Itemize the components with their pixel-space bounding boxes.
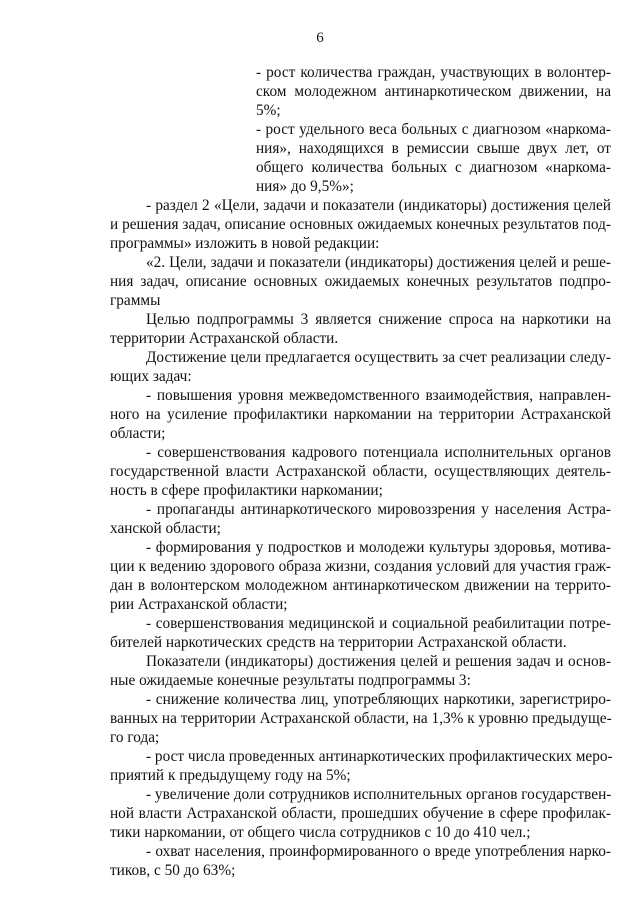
text-line: программы» изложить в новой редакции: <box>110 235 380 252</box>
text-line: ции к ведению здорового образа жизни, создания условий для участия граж- <box>110 558 611 575</box>
text-line: - совершенствования медицинской и социальной реабилитации потре- <box>146 615 611 632</box>
text-line: территории Астраханской области. <box>110 330 339 347</box>
text-line: - совершенствования кадрового потенциала исполнительных органов <box>146 444 611 461</box>
text-line: дан в волонтерском молодежном антинаркотическом движении на террито- <box>110 577 611 594</box>
text-line: - рост количества граждан, участвующих в волонтер- <box>256 64 611 81</box>
text-line: ния» до 9,5%»; <box>256 178 354 195</box>
text-line: ной власти Астраханской области, прошедших обучение в сфере профилак- <box>110 805 611 822</box>
page-number: 6 <box>316 30 324 46</box>
text-line: - пропаганды антинаркотического мировоззрения у населения Астра- <box>146 501 611 518</box>
text-line: ющих задач: <box>110 368 192 385</box>
text-line: ханской области; <box>110 520 221 537</box>
text-line: рии Астраханской области; <box>110 596 288 613</box>
text-line: 5%; <box>256 102 281 119</box>
text-line: бителей наркотических средств на территории Астраханской области. <box>110 634 567 651</box>
text-line: граммы <box>110 292 161 309</box>
text-line: - раздел 2 «Цели, задачи и показатели (индикаторы) достижения целей <box>146 197 611 214</box>
text-line: Достижение цели предлагается осуществить за счет реализации следу- <box>146 349 611 366</box>
text-line: Целью подпрограммы 3 является снижение спроса на наркотики на <box>146 311 611 328</box>
text-line: ного на усиление профилактики наркомании на территории Астраханской <box>110 406 611 423</box>
text-line: общего количества больных с диагнозом «наркома- <box>256 159 611 176</box>
text-line: - увеличение доли сотрудников исполнительных органов государствен- <box>146 786 612 803</box>
text-line: ность в сфере профилактики наркомании; <box>110 482 383 499</box>
text-line: ния задач, описание основных ожидаемых конечных результатов подпро- <box>110 273 611 290</box>
text-line: тики наркомании, от общего числа сотрудников с 10 до 410 чел.; <box>110 824 531 841</box>
text-line: ванных на территории Астраханской области, на 1,3% к уровню предыдуще- <box>110 710 612 727</box>
text-line: и решения задач, описание основных ожидаемых конечных результатов под- <box>110 216 611 233</box>
text-line: - повышения уровня межведомственного взаимодействия, направлен- <box>146 387 611 404</box>
text-line: ния», находящихся в ремиссии свыше двух лет, от <box>256 140 611 157</box>
text-line: - рост удельного веса больных с диагнозом «наркома- <box>256 121 611 138</box>
text-line: государственной власти Астраханской области, осуществляющих деятель- <box>110 463 611 480</box>
text-line: ском молодежном антинаркотическом движении, на <box>256 83 611 100</box>
text-line: приятий к предыдущему году на 5%; <box>110 767 351 784</box>
text-line: - рост числа проведенных антинаркотических профилактических меро- <box>146 748 613 765</box>
text-line: тиков, с 50 до 63%; <box>110 862 236 879</box>
text-line: го года; <box>110 729 160 746</box>
text-line: - снижение количества лиц, употребляющих наркотики, зарегистриро- <box>146 691 611 708</box>
text-line: - охват населения, проинформированного о вреде употребления нарко- <box>146 843 611 860</box>
text-line: - формирования у подростков и молодежи культуры здоровья, мотива- <box>146 539 611 556</box>
text-line: Показатели (индикаторы) достижения целей и решения задач и основ- <box>146 653 611 670</box>
text-line: «2. Цели, задачи и показатели (индикаторы) достижения целей и реше- <box>146 254 611 271</box>
text-line: области; <box>110 425 166 442</box>
text-line: ные ожидаемые конечные результаты подпрограммы 3: <box>110 672 471 689</box>
